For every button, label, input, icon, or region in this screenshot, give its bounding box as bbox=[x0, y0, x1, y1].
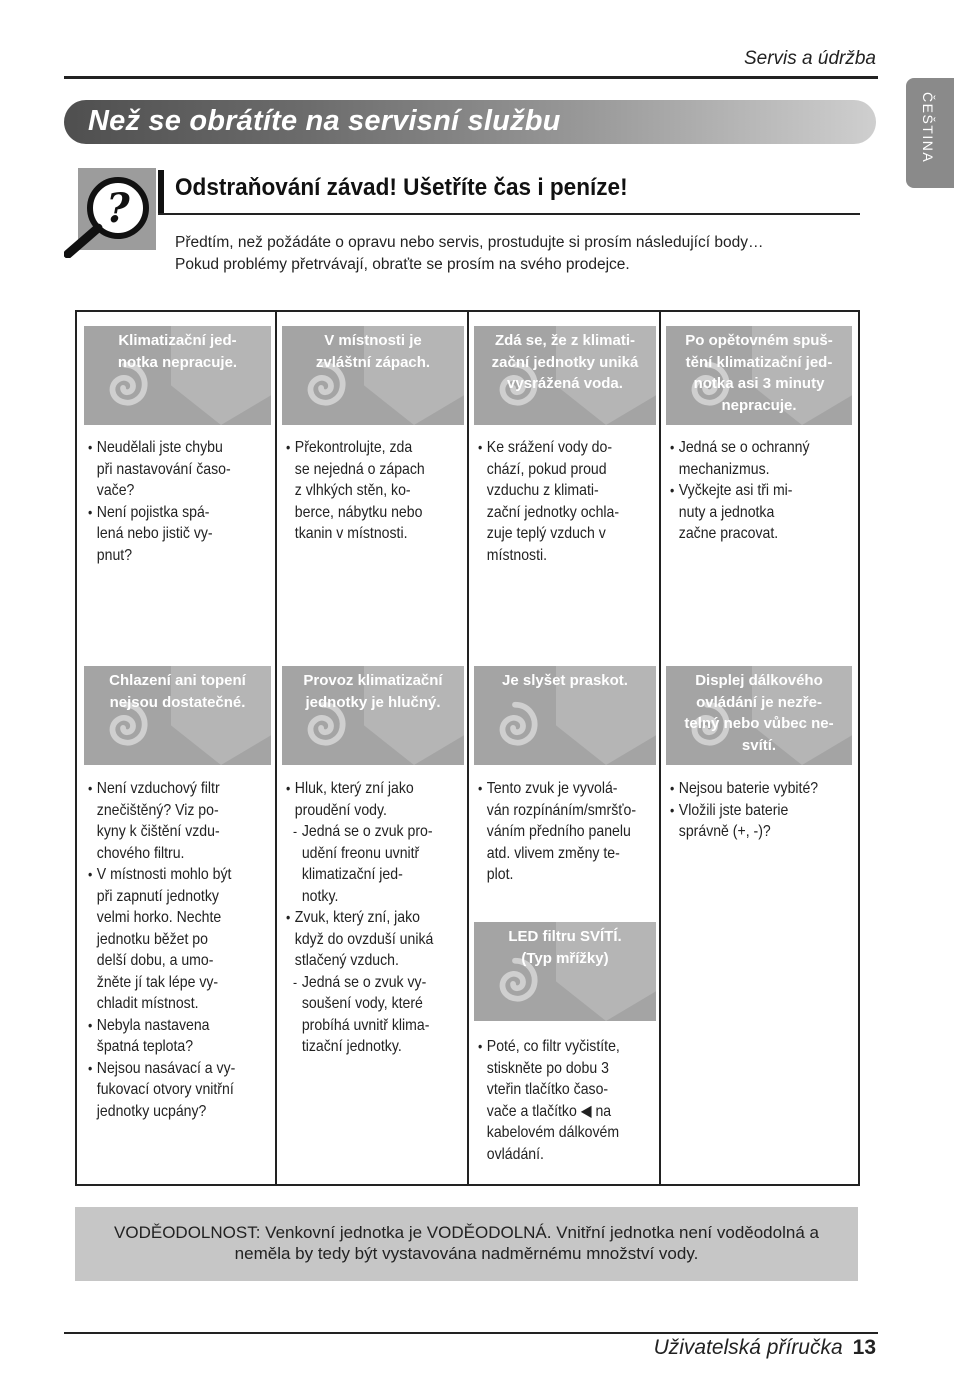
solution-line: tizační jednotky. bbox=[301, 1038, 402, 1055]
solution-item bbox=[286, 437, 460, 545]
solution-line: • Nebyla nastavena bbox=[96, 1016, 210, 1034]
heading-line: V místnosti je bbox=[324, 332, 422, 349]
language-tab bbox=[906, 78, 954, 188]
problem-heading bbox=[84, 666, 271, 765]
solution-line: správně (+, -)? bbox=[678, 823, 771, 840]
solution-line: • Vložili jste baterie bbox=[678, 801, 789, 819]
problem-heading-text bbox=[666, 326, 852, 416]
heading-line: Displej dálkového bbox=[695, 672, 823, 689]
solution-text bbox=[478, 778, 652, 886]
solution-line: • Překontrolujte, zda bbox=[294, 439, 413, 456]
solution-item bbox=[286, 778, 460, 821]
solution-line: • Nejsou baterie vybité? bbox=[678, 780, 819, 797]
solution-line: - Jedná se o zvuk pro- bbox=[301, 823, 433, 840]
solution-item bbox=[88, 502, 267, 567]
heading-line: zační jednotky uniká bbox=[491, 353, 639, 371]
solution-line: tkanin v místnosti. bbox=[294, 525, 408, 542]
page-number: 13 bbox=[852, 1336, 876, 1359]
heading-line: notka nepracuje. bbox=[117, 353, 238, 371]
solution-item bbox=[478, 1036, 652, 1165]
solution-line: plot. bbox=[486, 866, 514, 883]
solution-line: váním předního panelu bbox=[486, 823, 631, 840]
solution-line: kabelovém dálkovém bbox=[486, 1124, 620, 1141]
solution-line: vteřin tlačítko časo- bbox=[486, 1081, 609, 1098]
problem-heading bbox=[84, 326, 271, 425]
solution-line: chového filtru. bbox=[96, 844, 185, 862]
title-banner bbox=[64, 100, 876, 144]
solution-text bbox=[478, 437, 652, 566]
heading-line: Je slyšet praskot. bbox=[502, 672, 628, 689]
problem-heading-text bbox=[474, 666, 656, 692]
solution-line: pnut? bbox=[96, 546, 133, 564]
note-text bbox=[91, 1222, 842, 1264]
solution-line: zuje teplý vzduch v bbox=[486, 525, 606, 542]
heading-line: notka asi 3 minuty bbox=[693, 375, 825, 392]
subheading-bar bbox=[158, 170, 164, 214]
solution-text bbox=[88, 437, 267, 566]
solution-line: vače? bbox=[96, 482, 135, 499]
solution-line: klimatizační jed- bbox=[301, 866, 403, 883]
solution-line: znečištěný? Viz po- bbox=[96, 801, 219, 819]
table-divider bbox=[659, 312, 661, 1184]
solution-line: chází, pokud proud bbox=[486, 460, 607, 478]
problem-heading-text bbox=[84, 666, 271, 713]
heading-line: nejsou dostatečné. bbox=[109, 693, 246, 711]
solution-line: proudění vody. bbox=[294, 801, 387, 819]
solution-item bbox=[478, 437, 652, 566]
table-divider bbox=[467, 312, 469, 1184]
intro-text bbox=[175, 232, 835, 276]
solution-item bbox=[670, 480, 848, 545]
solution-line: se nejedná o zápach bbox=[294, 460, 425, 478]
solution-line: notky. bbox=[301, 887, 339, 905]
heading-line: jednotky je hlučný. bbox=[305, 693, 441, 711]
waterproof-note bbox=[75, 1207, 858, 1281]
solution-line: z vlhkých stěn, ko- bbox=[294, 482, 411, 499]
solution-item bbox=[88, 437, 267, 502]
solution-line: místnosti. bbox=[486, 546, 548, 564]
problem-heading-text bbox=[84, 326, 271, 373]
solution-line: probíhá uvnitř klima- bbox=[301, 1016, 430, 1034]
header-rule bbox=[64, 76, 878, 79]
solution-item bbox=[286, 907, 460, 972]
svg-text:?: ? bbox=[106, 185, 130, 232]
heading-line: svítí. bbox=[741, 736, 777, 754]
solution-item bbox=[88, 1058, 267, 1123]
solution-line: špatná teplota? bbox=[96, 1038, 194, 1055]
solution-text bbox=[88, 778, 267, 1122]
heading-line: telný nebo vůbec ne- bbox=[684, 715, 834, 732]
problem-heading bbox=[282, 666, 464, 765]
solution-line: nuty a jednotka bbox=[678, 503, 775, 521]
solution-line: ovládání. bbox=[486, 1145, 544, 1163]
footer-rule bbox=[64, 1332, 878, 1334]
problem-heading-text bbox=[474, 326, 656, 395]
note-line: neměla by tedy být vystavována nadměrnému množství vody. bbox=[234, 1244, 699, 1263]
solution-item bbox=[88, 778, 267, 864]
solution-item bbox=[286, 972, 460, 1058]
solution-line: kyny k čištění vzdu- bbox=[96, 823, 220, 840]
solution-text bbox=[670, 778, 848, 843]
heading-line: Chlazení ani topení bbox=[109, 672, 246, 689]
solution-line: • Nejsou nasávací a vy- bbox=[96, 1059, 236, 1077]
solution-item bbox=[478, 778, 652, 886]
solution-line: • Neudělali jste chybu bbox=[96, 439, 223, 456]
solution-text bbox=[478, 1036, 652, 1165]
problem-heading bbox=[474, 666, 656, 765]
solution-item bbox=[670, 437, 848, 480]
solution-line: delší dobu, a umo- bbox=[96, 952, 214, 969]
subheading: Odstraňování závad! Ušetříte čas i peníze! bbox=[175, 174, 628, 201]
problem-heading bbox=[282, 326, 464, 425]
problem-heading-text bbox=[666, 666, 852, 756]
solution-line: jednotky ucpány? bbox=[96, 1102, 207, 1120]
heading-line: vysrážená voda. bbox=[507, 375, 623, 392]
solution-line: • Poté, co filtr vyčistíte, bbox=[486, 1038, 620, 1055]
solution-item bbox=[88, 1015, 267, 1058]
heading-line: Po opětovném spuš- bbox=[685, 332, 833, 349]
footer bbox=[654, 1336, 876, 1360]
intro-line: Předtím, než požádáte o opravu nebo servis, prostudujte si prosím následující body… bbox=[175, 234, 764, 251]
solution-line: stiskněte po dobu 3 bbox=[486, 1059, 609, 1077]
problem-heading bbox=[474, 922, 656, 1021]
solution-line: začne pracovat. bbox=[678, 525, 779, 542]
solution-line: při nastavování časo- bbox=[96, 460, 231, 478]
problem-heading-text bbox=[282, 666, 464, 713]
problem-heading bbox=[666, 666, 852, 765]
solution-item bbox=[670, 778, 848, 800]
solution-line: • Jedná se o ochranný bbox=[678, 439, 810, 456]
heading-line: LED filtru SVÍTÍ. bbox=[508, 928, 622, 945]
heading-line: zvláštní zápach. bbox=[315, 353, 431, 371]
table-divider bbox=[275, 312, 277, 1184]
language-tab-label: ČEŠTINA bbox=[920, 92, 936, 164]
heading-line: nepracuje. bbox=[721, 396, 797, 414]
solution-line: • Ke srážení vody do- bbox=[486, 439, 613, 456]
problem-heading-text bbox=[282, 326, 464, 373]
solution-line: ván rozpínáním/smršťo- bbox=[486, 801, 637, 819]
solution-line: • V místnosti mohlo být bbox=[96, 866, 232, 883]
problem-heading-text bbox=[474, 922, 656, 969]
solution-line: žněte jí tak lépe vy- bbox=[96, 973, 219, 991]
solution-line: • Není pojistka spá- bbox=[96, 503, 210, 521]
solution-line: udění freonu uvnitř bbox=[301, 844, 420, 862]
solution-item bbox=[286, 821, 460, 907]
solution-line: lená nebo jistič vy- bbox=[96, 525, 213, 542]
solution-line: • Není vzduchový filtr bbox=[96, 780, 220, 797]
solution-line: • Hluk, který zní jako bbox=[294, 780, 414, 797]
problem-heading bbox=[666, 326, 852, 425]
heading-line: (Typ mřížky) bbox=[521, 949, 609, 967]
subheading-rule bbox=[158, 213, 860, 215]
solution-line: - Jedná se o zvuk vy- bbox=[301, 973, 427, 991]
solution-line: mechanizmus. bbox=[678, 460, 770, 478]
solution-line: jednotku běžet po bbox=[96, 930, 208, 948]
solution-item bbox=[670, 800, 848, 843]
solution-text bbox=[286, 778, 460, 1058]
solution-line: atd. vlivem změny te- bbox=[486, 844, 620, 862]
solution-line: chladit místnost. bbox=[96, 995, 199, 1012]
solution-line: velmi horko. Nechte bbox=[96, 909, 222, 926]
solution-line: berce, nábytku nebo bbox=[294, 503, 423, 521]
intro-line: Pokud problémy přetrvávají, obraťte se prosím na svého prodejce. bbox=[175, 256, 630, 273]
heading-line: Klimatizační jed- bbox=[118, 332, 237, 349]
solution-line: když do ovzduší uniká bbox=[294, 930, 434, 948]
solution-line: stlačený vzduch. bbox=[294, 952, 399, 969]
note-line: VODĚODOLNOST: Venkovní jednotka je VODĚODOLNÁ. Vnitřní jednotka není voděodolná a bbox=[114, 1223, 819, 1242]
solution-line: vzduchu z klimati- bbox=[486, 482, 599, 499]
heading-line: tění klimatizační jed- bbox=[685, 353, 833, 371]
problem-heading bbox=[474, 326, 656, 425]
solution-line: • Zvuk, který zní, jako bbox=[294, 909, 420, 926]
solution-line: • Tento zvuk je vyvolá- bbox=[486, 780, 618, 797]
solution-item bbox=[88, 864, 267, 1015]
solution-line: soušení vody, které bbox=[301, 995, 423, 1012]
solution-line: • Vyčkejte asi tři mi- bbox=[678, 482, 793, 499]
solution-text bbox=[670, 437, 848, 545]
heading-line: ovládání je nezře- bbox=[696, 693, 822, 711]
magnifier-question-icon bbox=[64, 168, 156, 258]
solution-line: vače a tlačítko ◀ na bbox=[486, 1102, 612, 1120]
heading-line: Zdá se, že z klimati- bbox=[494, 332, 636, 349]
solution-line: zační jednotky ochla- bbox=[486, 503, 620, 521]
solution-line: fukovací otvory vnitřní bbox=[96, 1081, 234, 1098]
footer-label: Uživatelská příručka bbox=[653, 1336, 843, 1359]
page-title: Než se obrátíte na servisní službu bbox=[88, 105, 561, 137]
solution-line: při zapnutí jednotky bbox=[96, 887, 219, 905]
heading-line: Provoz klimatizační bbox=[303, 672, 443, 689]
solution-text bbox=[286, 437, 460, 545]
section-label: Servis a údržba bbox=[743, 48, 876, 69]
